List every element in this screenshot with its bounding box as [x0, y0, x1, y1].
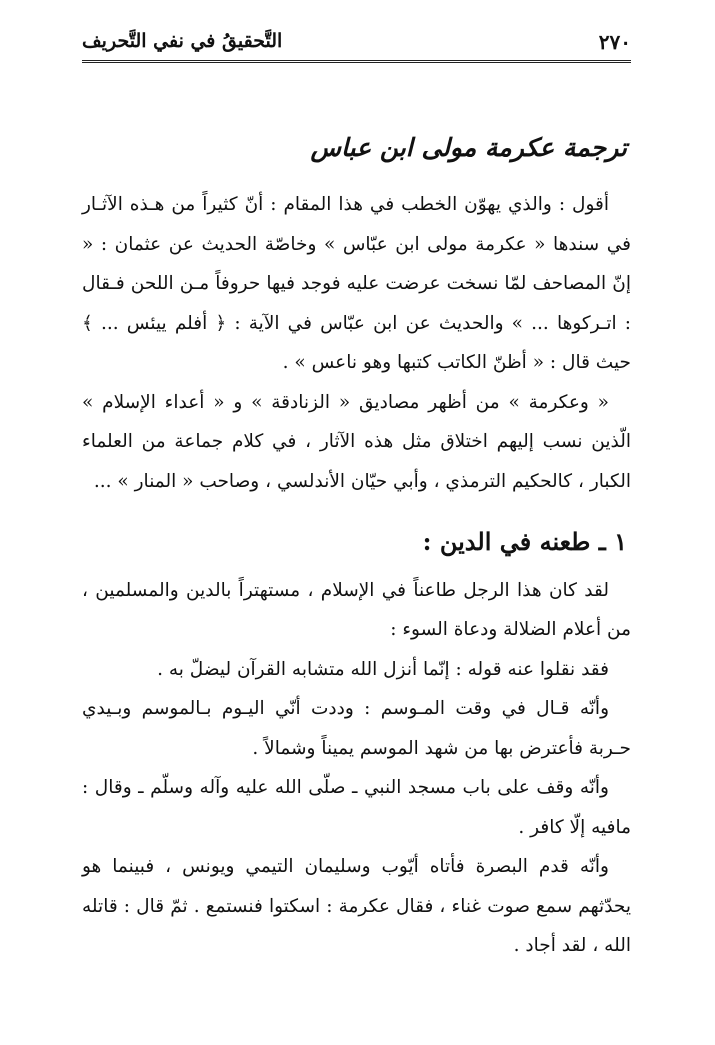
paragraph: أقول : والذي يهوّن الخطب في هذا المقام : أنّ كثيراً من هـذه الآثـار في سندها « عكرمة مولى ابن عبّاس » وخاصّة الحديث عن عثمان : « إنّ المصاحف لمّا نسخت عرضت عليه فوجد فيها حروفاً مـن اللحن فـقال : اتـركوها ... » والحديث عن ابن عبّاس في الآية : ﴿ أفلم ييئس ... ﴾ حيث قال : « أظنّ الكاتب كتبها وهو ناعس » .	[82, 194, 631, 373]
paragraph: « وعكرمة » من أظهر مصاديق « الزنادقة » و « أعداء الإسلام » الّذين نسب إليهم اختلاق مثل هذه الآثار ، في كلام جماعة من العلماء الكبار ، كالحكيم الترمذي ، وأبي حيّان الأندلسي ، وصاحب « المنار » ...	[82, 391, 631, 492]
subsection-title: ١ ـ طعنه في الدين :	[422, 527, 627, 556]
section-title: ترجمة عكرمة مولى ابن عباس	[310, 133, 627, 162]
paragraph: وأنّه قدم البصرة فأتاه أيّوب وسليمان التيمي ويونس ، فبينما هو يحدّثهم سمع صوت غناء ، فقال عكرمة : اسكتوا فنستمع . ثمّ قال : قاتله الله ، لقد أجاد .	[82, 856, 631, 957]
page-number: ٢٧٠	[598, 30, 631, 54]
paragraph: وأنّه قـال في وقت المـوسم : وددت أنّي اليـوم بـالموسم وبـيدي حـربة فأعترض بها من شهد الموسم يميناً وشمالاً .	[82, 698, 631, 759]
paragraph: لقد كان هذا الرجل طاعناً في الإسلام ، مستهتراً بالدين والمسلمين ، من أعلام الضلالة ودعاة السوء :	[82, 579, 631, 641]
page-header	[82, 26, 631, 63]
paragraph: وأنّه وقف على باب مسجد النبي ـ صلّى الله عليه وآله وسلّم ـ وقال : مافيه إلّا كافر .	[82, 777, 631, 838]
page-body	[82, 130, 631, 966]
running-title: التَّحقيقُ في نفي التَّحريف	[82, 30, 283, 52]
paragraph: فقد نقلوا عنه قوله : إنّما أنزل الله متشابه القرآن ليضلّ به .	[157, 658, 609, 680]
